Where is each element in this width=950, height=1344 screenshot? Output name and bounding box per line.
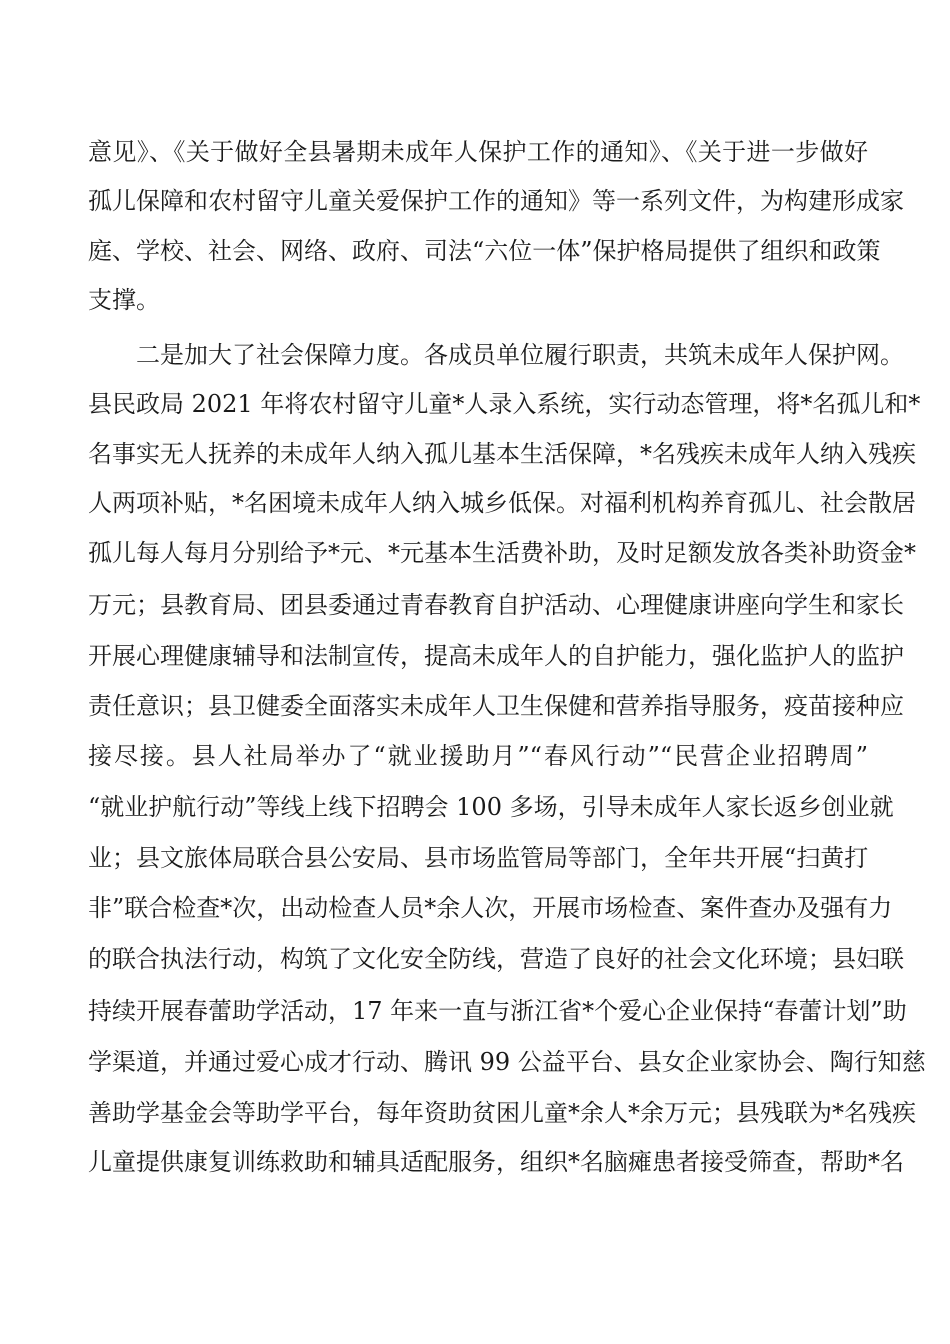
text-line: 万元；县教育局、团县委通过青春教育自护活动、心理健康讲座向学生和家长 (88, 591, 904, 619)
text-line: 业；县文旅体局联合县公安局、县市场监管局等部门，全年共开展“扫黄打 (88, 844, 869, 872)
text-line: 庭、学校、社会、网络、政府、司法“六位一体”保护格局提供了组织和政策 (88, 237, 881, 265)
text-line: 意见》、《关于做好全县暑期未成年人保护工作的通知》、《关于进一步做好 (88, 138, 868, 166)
text-line: 持续开展春蕾助学活动，17 年来一直与浙江省*个爱心企业保持“春蕾计划”助 (88, 997, 907, 1025)
text-line: 非”联合检查*次，出动检查人员*余人次，开展市场检查、案件查办及强有力 (88, 894, 893, 922)
text-line: 接尽接。县人社局举办了“就业援助月”“春风行动”“民营企业招聘周” (88, 742, 868, 770)
text-line: 支撑。 (88, 286, 160, 314)
text-line: 名事实无人抚养的未成年人纳入孤儿基本生活保障，*名残疾未成年人纳入残疾 (88, 440, 916, 468)
text-line: “就业护航行动”等线上线下招聘会 100 多场，引导未成年人家长返乡创业就 (88, 793, 894, 821)
text-line: 责任意识；县卫健委全面落实未成年人卫生保健和营养指导服务，疫苗接种应 (88, 692, 904, 720)
text-line: 儿童提供康复训练救助和辅具适配服务，组织*名脑瘫患者接受筛查，帮助*名 (88, 1148, 904, 1176)
text-line: 的联合执法行动，构筑了文化安全防线，营造了良好的社会文化环境；县妇联 (88, 945, 904, 973)
text-line: 县民政局 2021 年将农村留守儿童*人录入系统，实行动态管理，将*名孤儿和* (88, 390, 921, 418)
text-line: 开展心理健康辅导和法制宣传，提高未成年人的自护能力，强化监护人的监护 (88, 642, 904, 670)
text-line: 孤儿保障和农村留守儿童关爱保护工作的通知》等一系列文件，为构建形成家 (88, 187, 904, 215)
paragraph-start-line: 二是加大了社会保障力度。各成员单位履行职责，共筑未成年人保护网。 (88, 341, 904, 369)
text-line: 孤儿每人每月分别给予*元、*元基本生活费补助，及时足额发放各类补助资金* (88, 539, 916, 567)
text-line: 人两项补贴，*名困境未成年人纳入城乡低保。对福利机构养育孤儿、社会散居 (88, 489, 916, 517)
text-line: 学渠道，并通过爱心成才行动、腾讯 99 公益平台、县女企业家协会、陶行知慈 (88, 1048, 926, 1076)
text-line: 善助学基金会等助学平台，每年资助贫困儿童*余人*余万元；县残联为*名残疾 (88, 1099, 916, 1127)
